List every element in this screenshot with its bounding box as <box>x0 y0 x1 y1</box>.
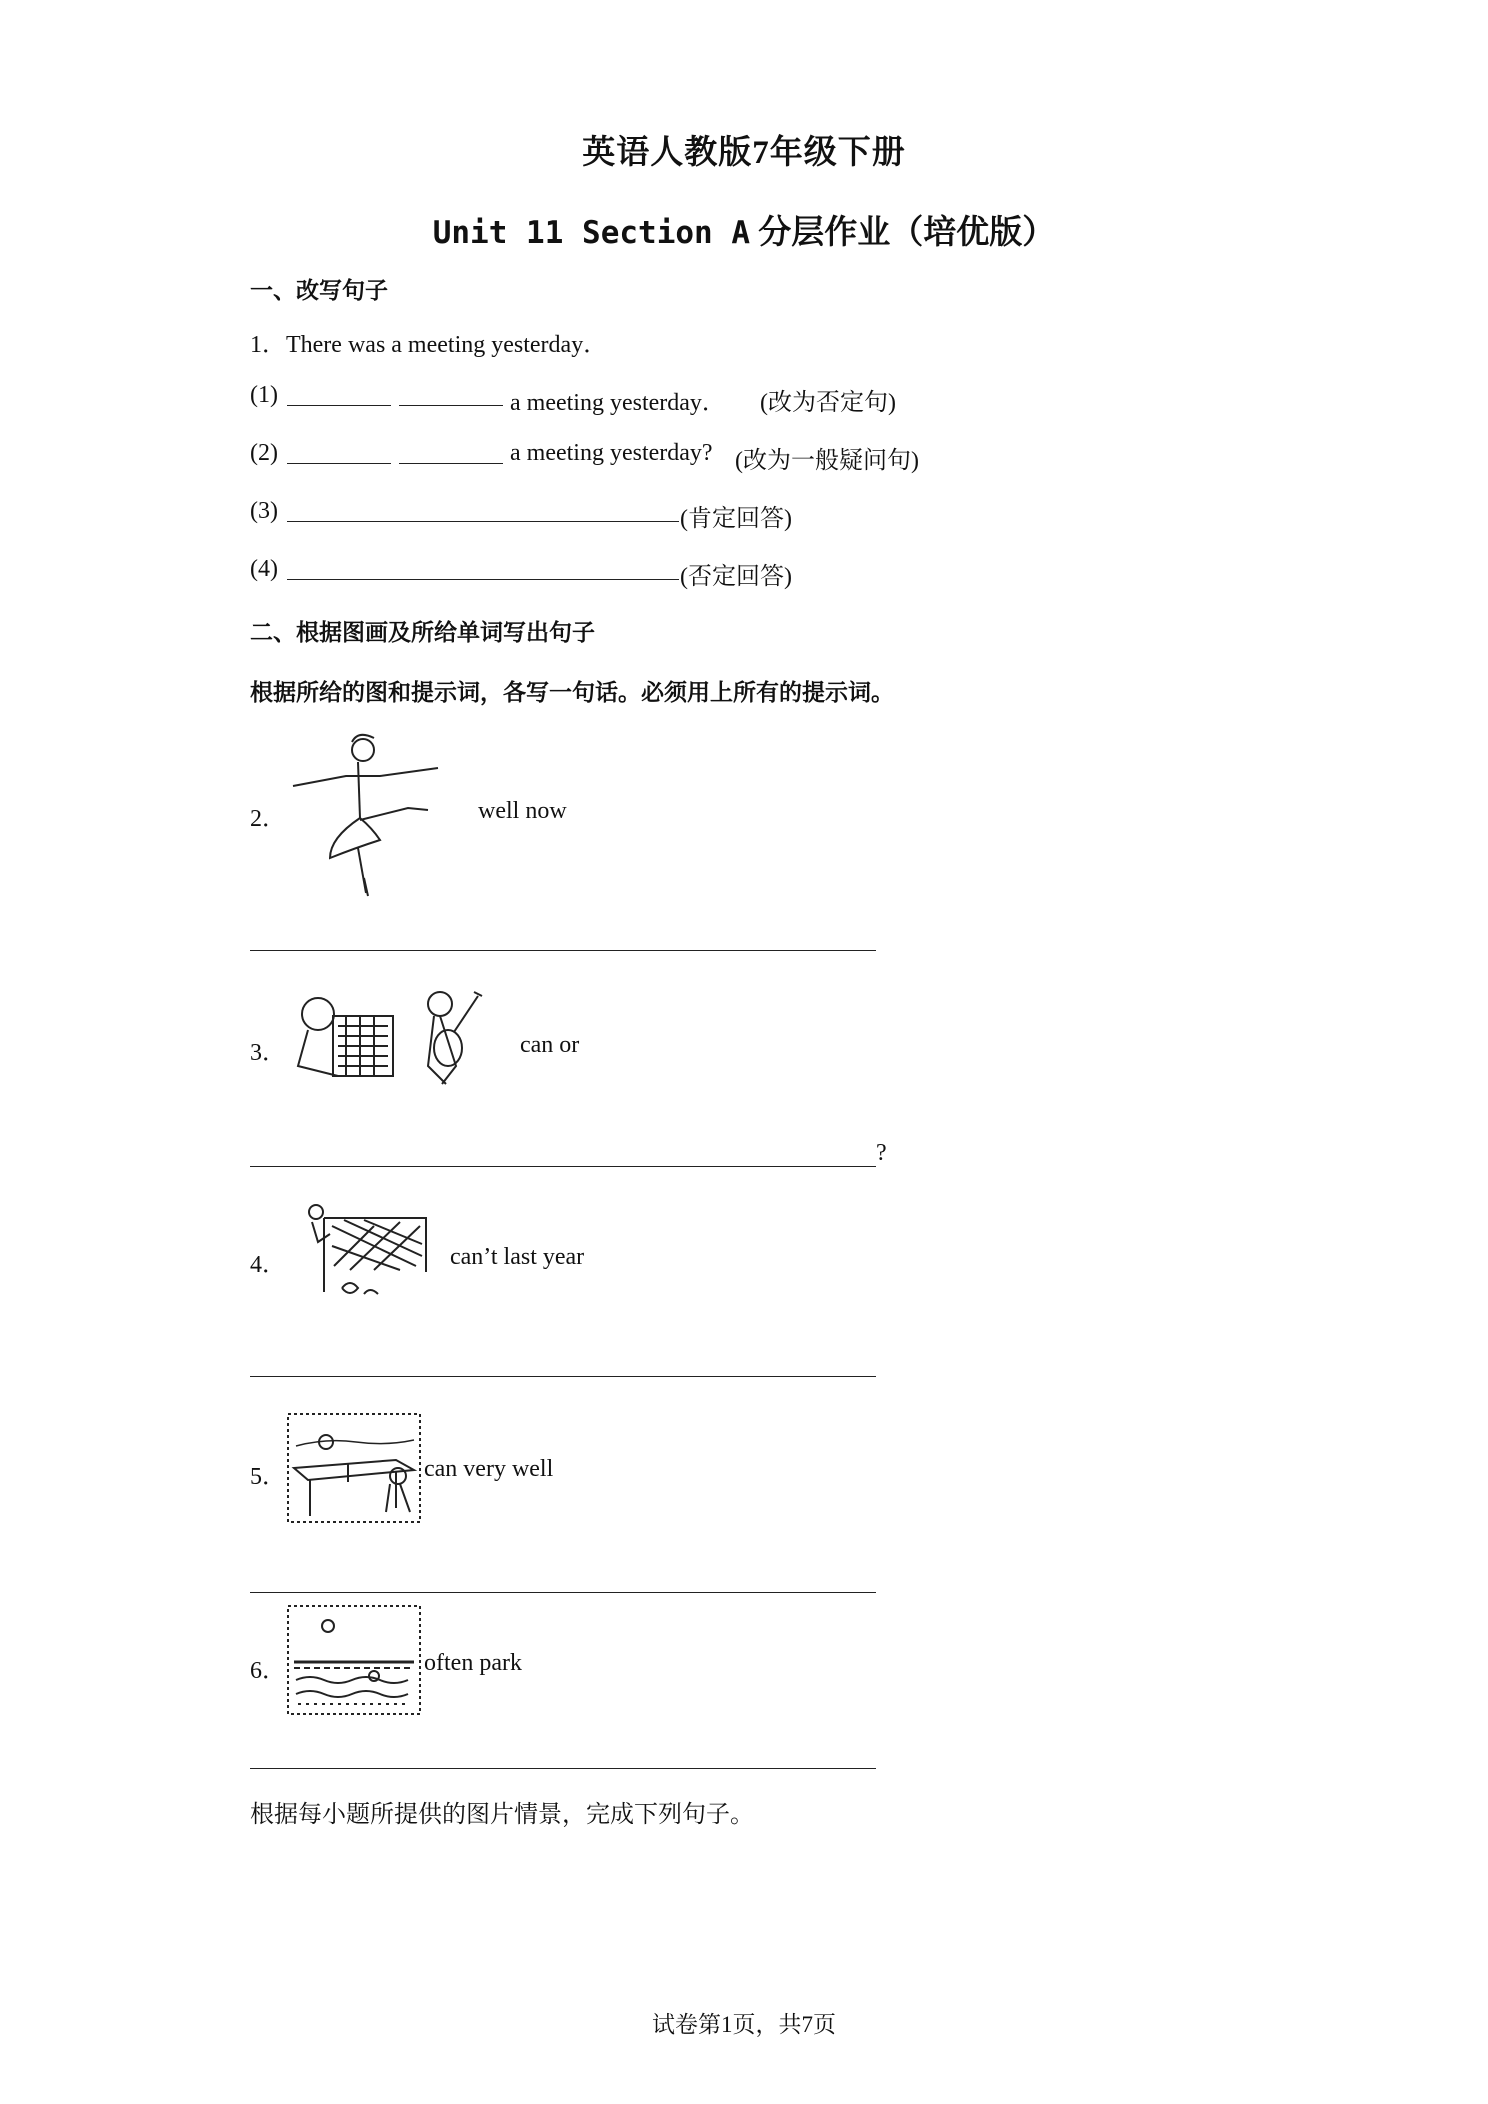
item3-blank[interactable] <box>287 521 679 522</box>
item1-blank-b[interactable] <box>399 405 503 406</box>
item1-text: a meeting yesterday． <box>510 390 726 416</box>
item2-num: (2) <box>250 440 278 466</box>
ballet-dancer-icon <box>288 728 448 898</box>
q5-num: 5． <box>250 1464 286 1490</box>
section1-question: 1．There was a meeting yesterday． <box>250 332 608 358</box>
q3-answer-line[interactable] <box>250 1166 876 1167</box>
item2-blank-a[interactable] <box>287 463 391 464</box>
closing-note: 根据每小题所提供的图片情景，完成下列句子。 <box>250 1802 754 1828</box>
piano-and-guitar-icon <box>288 986 508 1096</box>
q6-num: 6． <box>250 1658 286 1684</box>
section1-heading: 一、改写句子 <box>250 278 388 304</box>
q2-num: 2． <box>250 806 286 832</box>
q4-words: can’t last year <box>450 1244 585 1270</box>
item2-hint: (改为一般疑问句) <box>735 448 919 474</box>
section2-heading: 二、根据图画及所给单词写出句子 <box>250 620 595 646</box>
item2-text: a meeting yesterday? <box>510 440 713 466</box>
item1-num: (1) <box>250 382 278 408</box>
page-subtitle <box>0 206 1488 253</box>
item4-num: (4) <box>250 556 278 582</box>
ping-pong-icon <box>286 1412 422 1524</box>
item4-blank[interactable] <box>287 579 679 580</box>
item2-blank-b[interactable] <box>399 463 503 464</box>
q4-answer-line[interactable] <box>250 1376 876 1377</box>
park-swimming-icon <box>286 1604 422 1716</box>
item4-hint: (否定回答) <box>680 564 792 590</box>
subtitle-unit: Unit 11 Section A <box>432 215 751 251</box>
page-footer: 试卷第1页，共7页 <box>652 2012 836 2037</box>
q5-words: can very well <box>424 1456 554 1482</box>
item3-hint: (肯定回答) <box>680 506 792 532</box>
soccer-goal-icon <box>304 1200 434 1306</box>
page-title: 英语人教版7年级下册 <box>582 135 906 171</box>
q6-words: often park <box>424 1650 522 1676</box>
section2-instruction: 根据所给的图和提示词，各写一句话。必须用上所有的提示词。 <box>250 680 894 706</box>
subtitle-cn: 分层作业（培优版） <box>758 215 1056 251</box>
q5-answer-line[interactable] <box>250 1592 876 1593</box>
q2-words: well now <box>478 798 567 824</box>
q6-answer-line[interactable] <box>250 1768 876 1769</box>
item1-blank-a[interactable] <box>287 405 391 406</box>
q2-answer-line[interactable] <box>250 950 876 951</box>
item3-num: (3) <box>250 498 278 524</box>
q3-num: 3． <box>250 1040 286 1066</box>
q3-words: can or <box>520 1032 580 1058</box>
q4-num: 4． <box>250 1252 286 1278</box>
item1-hint: (改为否定句) <box>760 390 896 416</box>
q3-end-mark: ? <box>876 1140 887 1166</box>
